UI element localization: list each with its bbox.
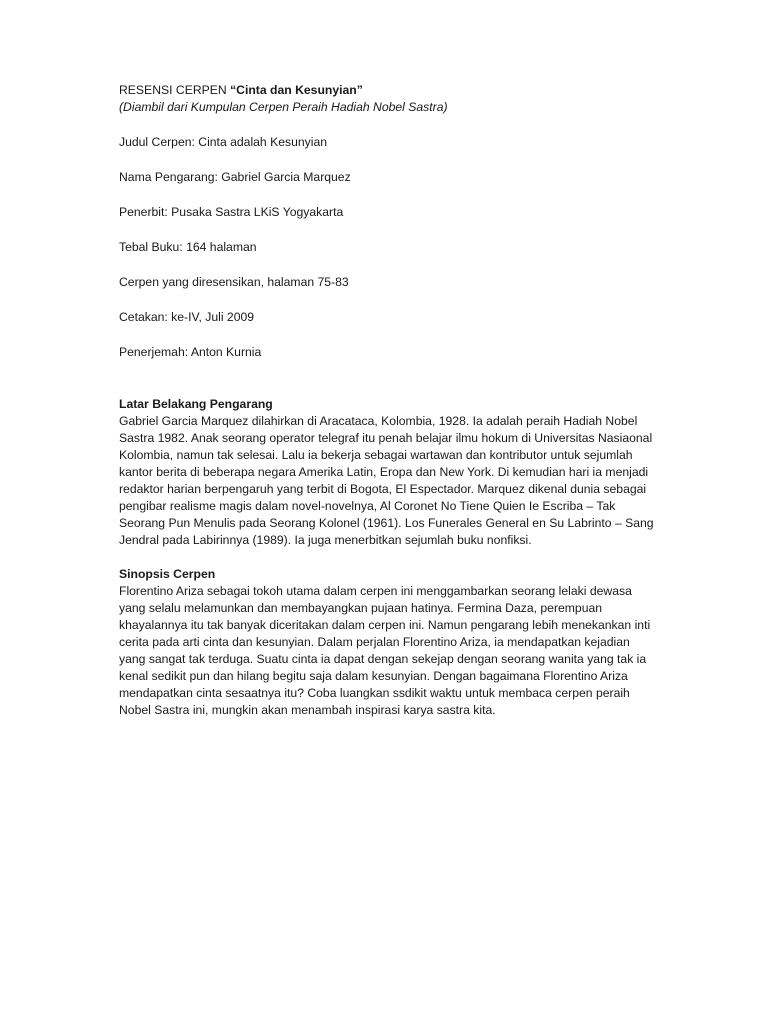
section-sinopsis — [119, 566, 659, 719]
document-content — [119, 82, 659, 719]
section-body: Florentino Ariza sebagai tokoh utama dalam cerpen ini menggambarkan seorang lelaki dewasa yang selalu melamunkan dan membayangkan pujaan hatinya. Fermina Daza, perempuan khayalannya itu tak banyak diceritakan dalam cerpen ini. Namun pengarang lebih menekankan inti cerita pada arti cinta dan kesunyian. Dalam perjalan Florentino Ariza, ia mendapatkan kejadian yang sangat tak terduga. Suatu cinta ia dapat dengan sekejap dengan seorang wanita yang tak ia kenal sedikit pun dan hilang begitu saja dalam kesunyian. Dengan bagaimana Florentino Ariza mendapatkan cinta sesaatnya itu? Coba luangkan ssdikit waktu untuk membaca cerpen peraih Nobel Sastra ini, mungkin akan menambah inspirasi karya sastra kita. — [119, 584, 651, 717]
meta-judul: Judul Cerpen: Cinta adalah Kesunyian — [119, 135, 328, 149]
section-latar-belakang — [119, 396, 659, 549]
meta-halaman: Cerpen yang diresensikan, halaman 75-83 — [119, 275, 349, 289]
meta-penerbit: Penerbit: Pusaka Sastra LKiS Yogyakarta — [119, 205, 344, 219]
meta-tebal-buku: Tebal Buku: 164 halaman — [119, 240, 257, 254]
document-subtitle: (Diambil dari Kumpulan Cerpen Peraih Hadiah Nobel Sastra) — [119, 100, 448, 114]
title-prefix: RESENSI CERPEN — [119, 83, 231, 97]
meta-pengarang: Nama Pengarang: Gabriel Garcia Marquez — [119, 170, 351, 184]
section-heading: Latar Belakang Pengarang — [119, 397, 273, 411]
meta-penerjemah: Penerjemah: Anton Kurnia — [119, 345, 262, 359]
section-body: Gabriel Garcia Marquez dilahirkan di Aracataca, Kolombia, 1928. Ia adalah peraih Hadiah Nobel Sastra 1982. Anak seorang operator telegraf itu penah belajar ilmu hokum di Universitas Nasiaonal Kolombia, namun tak selesai. Lalu ia bekerja sebagai wartawan dan kontributor untuk sejumlah kantor berita di beberapa negara Amerika Latin, Eropa dan New York. Di kemudian hari ia menjadi redaktor harian berpengaruh yang terbit di Bogota, El Espectador. Marquez dikenal dunia sebagai pengibar realisme magis dalam novel-novelnya, Al Coronet No Tiene Quien Ie Escriba – Tak Seorang Pun Menulis pada Seorang Kolonel (1961). Los Funerales General en Su Labrinto – Sang Jendral pada Labirinnya (1989). Ia juga menerbitkan sejumlah buku nonfiksi. — [119, 414, 654, 547]
section-heading: Sinopsis Cerpen — [119, 567, 216, 581]
meta-cetakan: Cetakan: ke-IV, Juli 2009 — [119, 310, 255, 324]
document-title — [119, 82, 659, 99]
title-story-name: “Cinta dan Kesunyian” — [230, 83, 363, 97]
